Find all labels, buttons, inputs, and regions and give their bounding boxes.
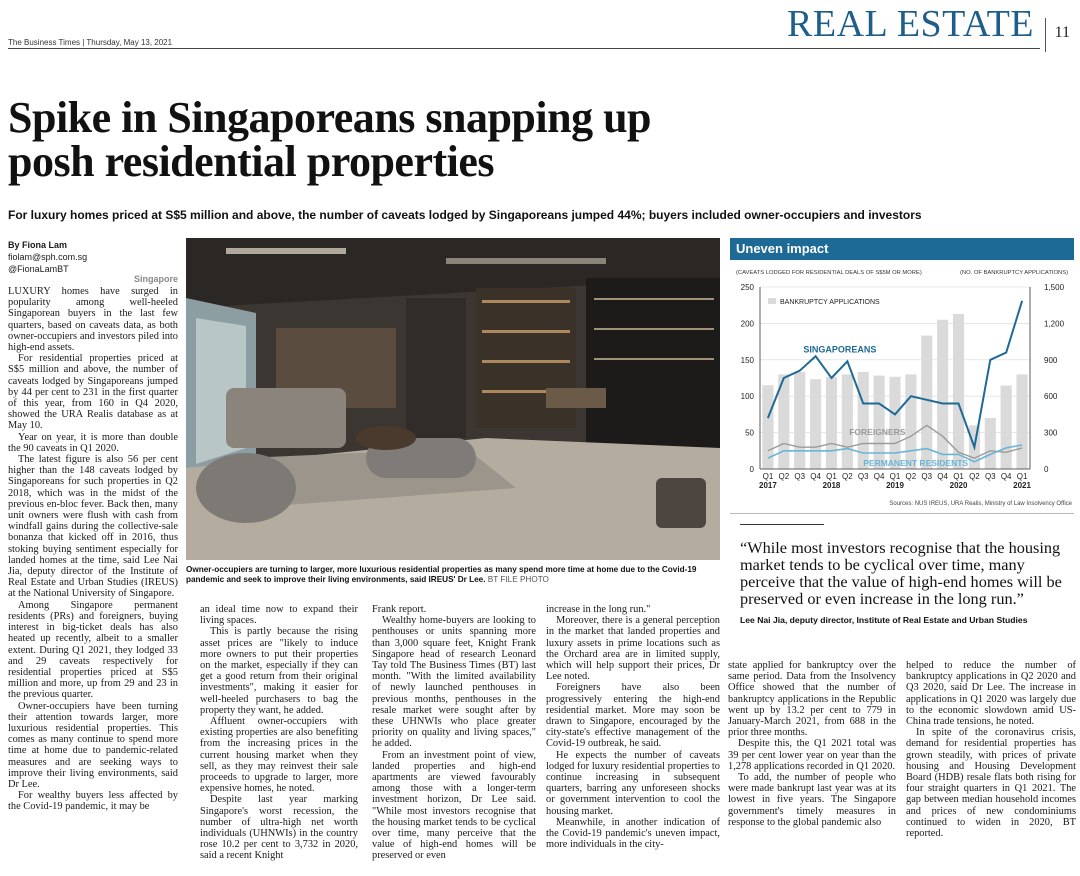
masthead (8, 3, 1074, 50)
bankruptcy-bar (794, 372, 805, 469)
paragraph: increase in the long run." (546, 604, 651, 615)
bankruptcy-bar (1001, 386, 1012, 469)
x-tick-label: Q2 (905, 472, 917, 481)
interior-photo (186, 238, 720, 560)
bankruptcy-bar (889, 377, 900, 469)
x-tick-label: Q4 (873, 472, 885, 481)
legend-bankruptcy: BANKRUPTCY APPLICATIONS (780, 299, 880, 306)
paragraph: Affluent owner-occupiers with existing properties are also benefiting from the increasing prices in the current housing market when they sell, as they may reinvest their sale proceeds to upgrade to larger, more expensive homes, he noted. (200, 716, 358, 795)
photo-credit: BT FILE PHOTO (487, 575, 549, 584)
paragraph: This is partly because the rising asset prices are "likely to induce more owners to put their properties on the market, especially if they can get a good return from their original investments", making it easier for well-heeled purchasers to bag the property they want, he added. (200, 626, 358, 716)
right-tick-label: 300 (1044, 428, 1058, 438)
right-tick-label: 1,200 (1044, 319, 1065, 329)
paragraph: Despite this, the Q1 2021 total was 39 per cent lower year on year than the 1,278 applications recorded in Q1 2020. (728, 738, 896, 772)
chart-plot (730, 262, 1074, 500)
x-tick-label: Q1 (953, 472, 964, 481)
section-title: REAL ESTATE (787, 3, 1034, 45)
bankruptcy-bar (1017, 374, 1028, 469)
body-column-4 (546, 604, 720, 850)
paragraph: Despite last year marking Singapore's worst recession, the number of ultra-high net worth individuals (UHNWIs) in the country rose 10.2 per cent to 3,732 in 2020, said a recent Knight (200, 794, 358, 862)
paragraph: LUXURY homes have surged in popularity among well-heeled Singaporean buyers in the last few quarters, based on caveats data, as both owner-occupiers and investors piled into high-end assets. (8, 286, 178, 354)
x-tick-label: Q3 (857, 472, 869, 481)
byline-name: By Fiona Lam (8, 240, 68, 250)
byline-email: fiolam@sph.com.sg (8, 252, 88, 262)
x-tick-label: Q1 (889, 472, 901, 481)
paragraph: helped to reduce the number of bankruptcy applications in Q2 2020 and Q3 2020, said Dr Lee. The increase in applications in Q1 2020 was largely due to the economic slowdown amid US-China trade tensions, he noted. (906, 660, 1076, 728)
x-tick-label: Q3 (794, 472, 806, 481)
paragraph: Among Singapore permanent residents (PRs) and foreigners, buying interest in big-ticket deals has also heated up recently, albeit to a smaller extent. During Q1 2021, they lodged 33 and 29 caveats respectively for residential properties priced at S$5 million and more, up from 29 and 23 in the previous quarter. (8, 599, 178, 701)
bankruptcy-bar (937, 320, 948, 469)
headline (8, 93, 768, 186)
x-tick-label: Q3 (921, 472, 933, 481)
byline-handle: @FionaLamBT (8, 264, 69, 274)
masthead-divider (1045, 18, 1046, 52)
issue-line: The Business Times | Thursday, May 13, 2021 (8, 38, 173, 47)
year-label: 2019 (886, 481, 904, 490)
series-label-singaporeans: SINGAPOREANS (803, 344, 877, 355)
year-label: 2018 (822, 481, 841, 490)
x-tick-label: Q4 (1000, 472, 1012, 481)
paragraph: Frank report. (372, 604, 427, 615)
paragraph: For residential properties priced at S$5 million and above, the number of caveats lodged by Singaporeans jumped by 44 per cent to 231 in the first quarter of this year, from 160 in Q4 2020, showed the URA Realis database as at May 10. (8, 353, 178, 432)
left-axis-label: (CAVEATS LODGED FOR RESIDENTIAL DEALS OF S$5M OR MORE) (736, 270, 922, 276)
x-tick-label: Q1 (826, 472, 837, 481)
bankruptcy-bar (826, 377, 837, 469)
living-room-illustration (186, 238, 720, 560)
deck: For luxury homes priced at S$5 million and above, the number of caveats lodged by Singaporeans jumped 44%; buyers included owner-occupiers and investors (8, 208, 922, 222)
pull-quote (740, 524, 1070, 625)
x-tick-label: Q3 (984, 472, 996, 481)
x-tick-label: Q1 (762, 472, 774, 481)
paragraph: The latest figure is also 56 per cent higher than the 148 caveats lodged by Singaporeans for such properties in Q2 2018, which was in the midst of the previous en-bloc fever. Back then, many unit owners were flush with cash from windfall gains during the collective-sale bonanza that kicked off in 2016, thus stoking buying sentiment especially for landed homes at the time, said Lee Nai Jia, deputy director of the Institute of Real Estate and Urban Studies (IREUS) at the National University of Singapore. (8, 454, 178, 600)
x-tick-label: Q2 (969, 472, 980, 481)
photo-caption (186, 565, 720, 585)
x-tick-label: Q4 (937, 472, 948, 481)
pull-quote-text: “While most investors recognise that the housing market tends to be cyclical over time, many perceive that the value of high-end homes will be preserved or even increase in the long run.” (740, 538, 1062, 608)
bankruptcy-bar (874, 376, 885, 469)
x-tick-label: Q2 (842, 472, 853, 481)
headline-line-1: Spike in Singaporeans snapping up (8, 93, 652, 142)
left-tick-label: 150 (740, 355, 754, 365)
paragraph: state applied for bankruptcy over the same period. Data from the Insolvency Office showed that the number of bankruptcy applications in the Republic went up by 13.2 per cent to 779 in January-March 2021, from 688 in the prior three months. (728, 660, 896, 739)
dateline: Singapore (133, 274, 178, 284)
legend-bar-swatch (768, 298, 776, 304)
right-tick-label: 1,500 (1044, 283, 1065, 292)
masthead-rule (8, 48, 1040, 49)
chart-source: Sources: NUS IREUS, URA Realis, Ministry of Law Insolvency Office (889, 501, 1072, 507)
right-axis-label: (NO. OF BANKRUPTCY APPLICATIONS) (959, 270, 1068, 276)
body-column-6 (906, 660, 1076, 839)
bankruptcy-bar (810, 379, 821, 469)
bankruptcy-bar (905, 374, 916, 469)
paragraph: He expects the number of caveats lodged for luxury residential properties to continue increasing in subsequent quarters, barring any unforeseen shocks or government intervention to cool the housing market. (546, 749, 720, 817)
paragraph: Foreigners have also been progressively entering the high-end residential market. More may soon be drawn to Singapore, encouraged by the city-state's effective management of the Covid-19 outbreak, he said. (546, 682, 720, 750)
body-column-1 (8, 286, 178, 813)
paragraph: Year on year, it is more than double the 90 caveats in Q1 2020. (8, 431, 178, 454)
page-number: 11 (1054, 24, 1070, 41)
paragraph: From an investment point of view, landed properties and high-end apartments are viewed favourably among those with a longer-term investment horizon, Dr Lee said. "While most investors recognise that the housing market tends to be cyclical over time, many perceive that the value of high-end homes will be preserved or even (372, 749, 536, 862)
uneven-impact-chart (730, 238, 1074, 514)
paragraph: Moreover, there is a general perception in the market that landed properties and luxury assets in prime locations such as the Orchard area are in limited supply, which will help support their prices, Dr Lee noted. (546, 615, 720, 683)
x-tick-label: Q2 (778, 472, 790, 481)
body-column-2 (200, 604, 358, 862)
bankruptcy-bar (842, 374, 853, 469)
left-tick-label: 0 (749, 465, 754, 474)
paragraph: To add, the number of people who were made bankrupt last year was at its lowest in five years. The Singapore government's timely measures in response to the global pandemic also (728, 772, 896, 828)
left-tick-label: 50 (745, 428, 754, 438)
headline-line-2: posh residential properties (8, 137, 495, 186)
year-label: 2017 (759, 481, 777, 490)
chart-title: Uneven impact (730, 238, 1074, 260)
pull-quote-attribution: Lee Nai Jia, deputy director, Institute of Real Estate and Urban Studies (740, 615, 1028, 625)
x-tick-label: Q4 (810, 472, 821, 481)
paragraph: an ideal time now to expand their living spaces. (200, 604, 358, 627)
paragraph: Wealthy home-buyers are looking to penthouses or units spanning more than 3,000 square feet, Knight Frank Singapore head of research Leonard Tay told The Business Times (BT) last month. "With the limited availability of newly launched penthouses in previous months, penthouses in the resale market were sought after by these UHNWIs who place greater priority on quality and living spaces," he added. (372, 615, 536, 750)
bankruptcy-bar (858, 372, 869, 469)
paragraph: In spite of the coronavirus crisis, demand for residential properties has grown steadily, with prices of private housing and Housing Development Board (HDB) resale flats both rising for four straight quarters in Q1 2021. The gap between median household incomes and prices of new condominiums continued to widen in 2020, BT reported. (906, 727, 1076, 840)
paragraph: Meanwhile, in another indication of the Covid-19 pandemic's uneven impact, more individuals in the city- (546, 816, 720, 851)
bankruptcy-bar (985, 418, 996, 469)
series-label-permanent-residents: PERMANENT RESIDENTS (863, 458, 969, 469)
year-label: 2021 (1013, 481, 1031, 490)
year-label: 2020 (949, 481, 968, 490)
right-tick-label: 0 (1044, 465, 1049, 474)
left-tick-label: 250 (740, 283, 754, 292)
left-tick-label: 100 (740, 392, 754, 402)
body-column-3 (372, 604, 536, 862)
right-tick-label: 600 (1044, 392, 1058, 402)
bankruptcy-bar (953, 314, 964, 469)
left-tick-label: 200 (740, 319, 754, 329)
caption-text: Owner-occupiers are turning to larger, more luxurious residential properties as many spend more time at home due to the Covid-19 pandemic and seek to improve their living environments, said IREUS' Dr Lee. (186, 565, 697, 584)
right-tick-label: 900 (1044, 355, 1058, 365)
byline (8, 239, 180, 275)
paragraph: Owner-occupiers have been turning their attention towards larger, more luxurious residential properties. This comes as many continue to spend more time at home due to pandemic-related measures and are seeking ways to improve their living environments, said Dr Lee. (8, 700, 178, 790)
paragraph: For wealthy buyers less affected by the Covid-19 pandemic, it may be (8, 790, 178, 813)
series-label-foreigners: FOREIGNERS (849, 426, 906, 437)
body-column-5 (728, 660, 896, 828)
pull-quote-rule (740, 524, 824, 525)
x-tick-label: Q1 (1016, 472, 1028, 481)
